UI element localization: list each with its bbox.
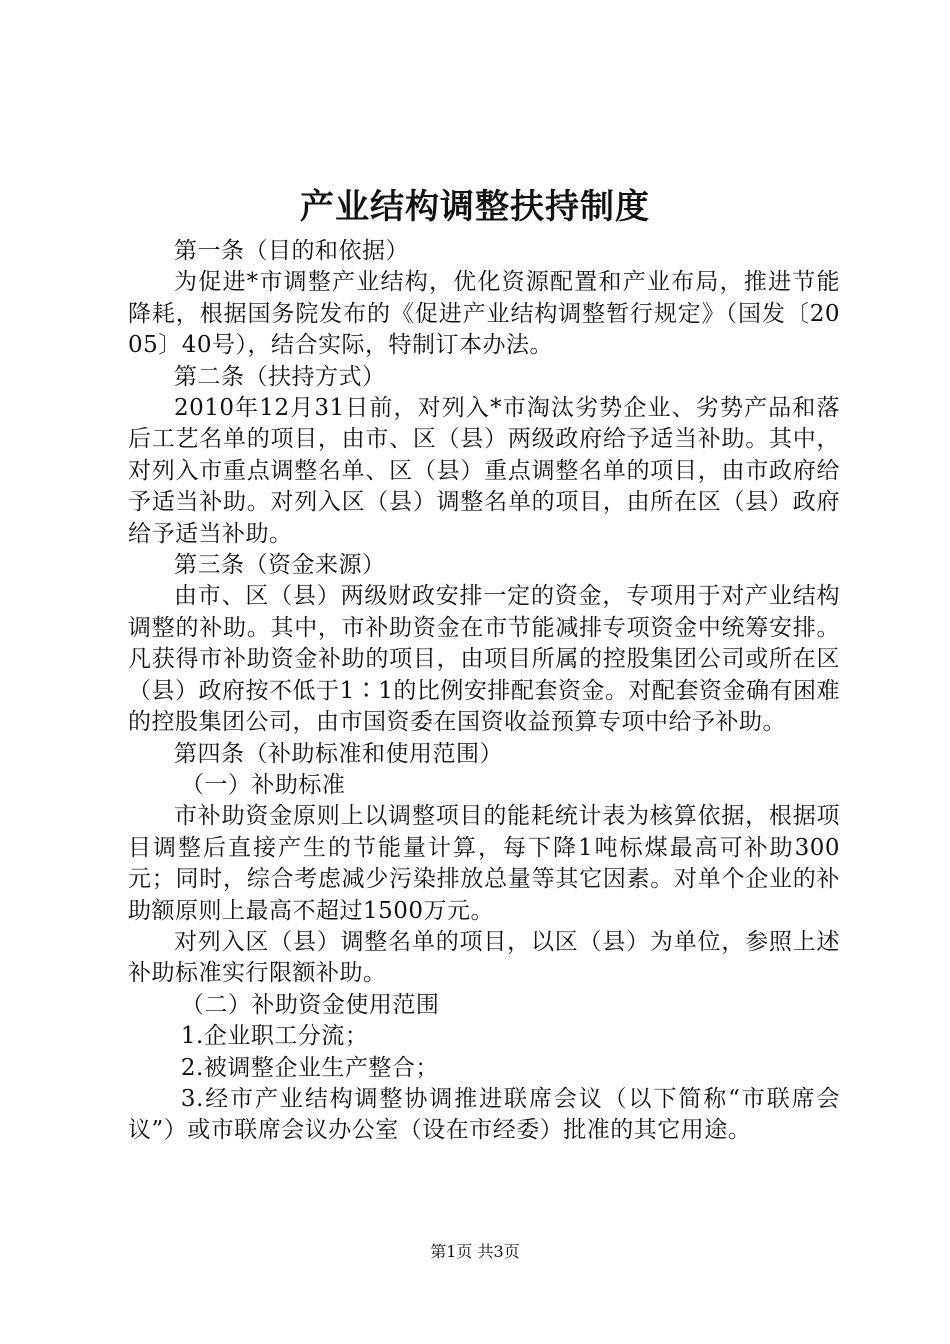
article-heading: 第四条（补助标准和使用范围） [174, 740, 503, 767]
list-item: 1.企业职工分流； [180, 1023, 369, 1050]
article-heading: 第三条（资金来源） [174, 552, 386, 579]
subsection-heading: （一）补助标准 [180, 771, 346, 798]
paragraph: 为促进*市调整产业结构，优化资源配置和产业布局，推进节能降耗，根据国务院发布的《促进产业结构调整暂行规定》（国发〔2005〕40号），结合实际，特制订本办法。 [128, 269, 840, 359]
list-item: 2.被调整企业生产整合； [180, 1054, 439, 1081]
paragraph: 对列入区（县）调整名单的项目，以区（县）为单位，参照上述补助标准实行限额补助。 [128, 928, 840, 987]
document-title: 产业结构调整扶持制度 [300, 187, 650, 227]
article-heading: 第一条（目的和依据） [174, 238, 409, 264]
document-body [128, 236, 840, 1147]
paragraph: 市补助资金原则上以调整项目的能耗统计表为核算依据，根据项目调整后直接产生的节能量计算，每下降1吨标煤最高可补助300元；同时，综合考虑减少污染排放总量等其它因素。对单个企业的补助额原则上最高不超过1500万元。 [128, 803, 840, 924]
list-item: 3.经市产业结构调整协调推进联席会议（以下简称“市联席会议”）或市联席会议办公室（设在市经委）批准的其它用途。 [128, 1085, 840, 1144]
article-heading: 第二条（扶持方式） [174, 363, 386, 390]
paragraph: 2010年12月31日前，对列入*市淘汰劣势企业、劣势产品和落后工艺名单的项目，由市、区（县）两级政府给予适当补助。其中，对列入市重点调整名单、区（县）重点调整名单的项目，由市政府给予适当补助。对列入区（县）调整名单的项目，由所在区（县）政府给予适当补助。 [128, 395, 840, 547]
page-footer: 第1页 共3页 [430, 1242, 520, 1261]
subsection-heading: （二）补助资金使用范围 [180, 991, 440, 1018]
paragraph: 由市、区（县）两级财政安排一定的资金，专项用于对产业结构调整的补助。其中，市补助资金在市节能减排专项资金中统筹安排。凡获得市补助资金补助的项目，由项目所属的控股集团公司或所在区（县）政府按不低于1∶1的比例安排配套资金。对配套资金确有困难的控股集团公司，由市国资委在国资收益预算专项中给予补助。 [128, 583, 840, 736]
